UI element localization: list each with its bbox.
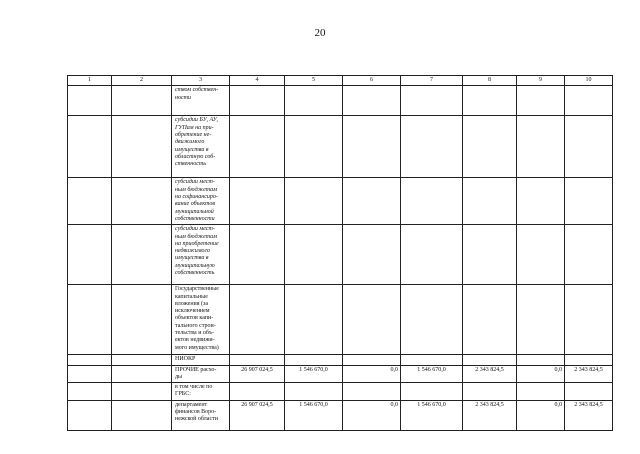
column-number: 2	[112, 76, 172, 86]
table-cell-empty	[68, 365, 112, 383]
table-cell-empty	[112, 355, 172, 365]
value-cell	[343, 355, 401, 365]
value-cell	[517, 86, 565, 116]
table-row	[68, 225, 613, 285]
column-number-row	[68, 76, 613, 86]
value-cell	[565, 383, 613, 401]
column-number: 5	[285, 76, 343, 86]
value-cell	[401, 116, 463, 178]
value-cell	[285, 116, 343, 178]
column-number: 10	[565, 76, 613, 86]
table-cell-empty	[112, 178, 172, 225]
value-cell	[565, 355, 613, 365]
row-label: субсидии мест- ным бюджетам на софинансиро- вание объектов муниципальной собственности	[172, 178, 230, 225]
table-row	[68, 355, 613, 365]
value-cell	[565, 225, 613, 285]
value-cell: 2 343 824,5	[565, 400, 613, 430]
table-row	[68, 178, 613, 225]
value-cell	[517, 116, 565, 178]
value-cell	[343, 178, 401, 225]
table-cell-empty	[112, 225, 172, 285]
value-cell	[401, 285, 463, 355]
value-cell	[565, 178, 613, 225]
value-cell	[401, 178, 463, 225]
table-row	[68, 86, 613, 116]
value-cell: 1 546 670,0	[401, 365, 463, 383]
value-cell	[343, 86, 401, 116]
table-cell-empty	[68, 178, 112, 225]
value-cell: 0,0	[517, 400, 565, 430]
row-label: субсидии мест- ным бюджетам на приобретение недвижимого имущества в муниципальную собственность	[172, 225, 230, 285]
row-label: департамент финансов Воро- нежской области	[172, 400, 230, 430]
value-cell: 2 343 824,5	[463, 400, 517, 430]
column-number: 6	[343, 76, 401, 86]
table-cell-empty	[112, 383, 172, 401]
value-cell	[517, 178, 565, 225]
row-label: субсидии БУ, АУ, ГУПам на при- обретение не- движимого имущества в областную соб- ственность	[172, 116, 230, 178]
table-cell-empty	[68, 383, 112, 401]
value-cell	[401, 355, 463, 365]
value-cell: 1 546 670,0	[401, 400, 463, 430]
value-cell	[230, 383, 285, 401]
value-cell: 26 907 024,5	[230, 400, 285, 430]
value-cell	[285, 383, 343, 401]
table-cell-empty	[68, 400, 112, 430]
value-cell: 2 343 824,5	[463, 365, 517, 383]
value-cell	[285, 355, 343, 365]
column-number: 4	[230, 76, 285, 86]
row-label: Государственные капитальные вложения (за исключением объектов капи- тального строи- тельства и объ- ектов недвижи- мого имущества)	[172, 285, 230, 355]
value-cell	[565, 116, 613, 178]
table-cell-empty	[112, 365, 172, 383]
value-cell	[230, 178, 285, 225]
row-label: ством собствен- ности	[172, 86, 230, 116]
value-cell: 1 546 670,0	[285, 400, 343, 430]
value-cell	[285, 86, 343, 116]
value-cell	[285, 285, 343, 355]
value-cell	[463, 285, 517, 355]
table-row	[68, 365, 613, 383]
value-cell	[230, 86, 285, 116]
column-number: 8	[463, 76, 517, 86]
table-cell-empty	[112, 285, 172, 355]
value-cell	[285, 225, 343, 285]
value-cell	[517, 355, 565, 365]
column-number: 3	[172, 76, 230, 86]
value-cell: 2 343 824,5	[565, 365, 613, 383]
value-cell	[463, 116, 517, 178]
table-row	[68, 116, 613, 178]
value-cell: 0,0	[517, 365, 565, 383]
table-cell-empty	[112, 400, 172, 430]
value-cell	[565, 285, 613, 355]
value-cell: 0,0	[343, 400, 401, 430]
value-cell	[463, 383, 517, 401]
value-cell	[463, 86, 517, 116]
table-row	[68, 400, 613, 430]
row-label: НИОКР	[172, 355, 230, 365]
table-cell-empty	[112, 116, 172, 178]
value-cell	[230, 285, 285, 355]
table-cell-empty	[68, 116, 112, 178]
value-cell	[230, 225, 285, 285]
table-cell-empty	[68, 285, 112, 355]
budget-table	[67, 75, 613, 431]
value-cell	[343, 383, 401, 401]
value-cell	[463, 225, 517, 285]
column-number: 1	[68, 76, 112, 86]
value-cell	[463, 178, 517, 225]
column-number: 7	[401, 76, 463, 86]
value-cell	[565, 86, 613, 116]
value-cell	[517, 225, 565, 285]
value-cell	[230, 355, 285, 365]
column-number: 9	[517, 76, 565, 86]
value-cell	[343, 285, 401, 355]
value-cell	[517, 285, 565, 355]
value-cell	[343, 225, 401, 285]
value-cell: 1 546 670,0	[285, 365, 343, 383]
value-cell	[401, 225, 463, 285]
value-cell: 0,0	[343, 365, 401, 383]
table-cell-empty	[68, 225, 112, 285]
value-cell	[230, 116, 285, 178]
value-cell	[401, 86, 463, 116]
table-cell-empty	[68, 86, 112, 116]
value-cell	[401, 383, 463, 401]
value-cell	[285, 178, 343, 225]
table-row	[68, 285, 613, 355]
table-row	[68, 383, 613, 401]
row-label: ПРОЧИЕ расхо- ды	[172, 365, 230, 383]
page-number: 20	[314, 27, 326, 39]
table-cell-empty	[68, 355, 112, 365]
value-cell	[517, 383, 565, 401]
value-cell	[343, 116, 401, 178]
row-label: в том числе по ГРБС:	[172, 383, 230, 401]
value-cell	[463, 355, 517, 365]
value-cell: 26 907 024,5	[230, 365, 285, 383]
table-cell-empty	[112, 86, 172, 116]
